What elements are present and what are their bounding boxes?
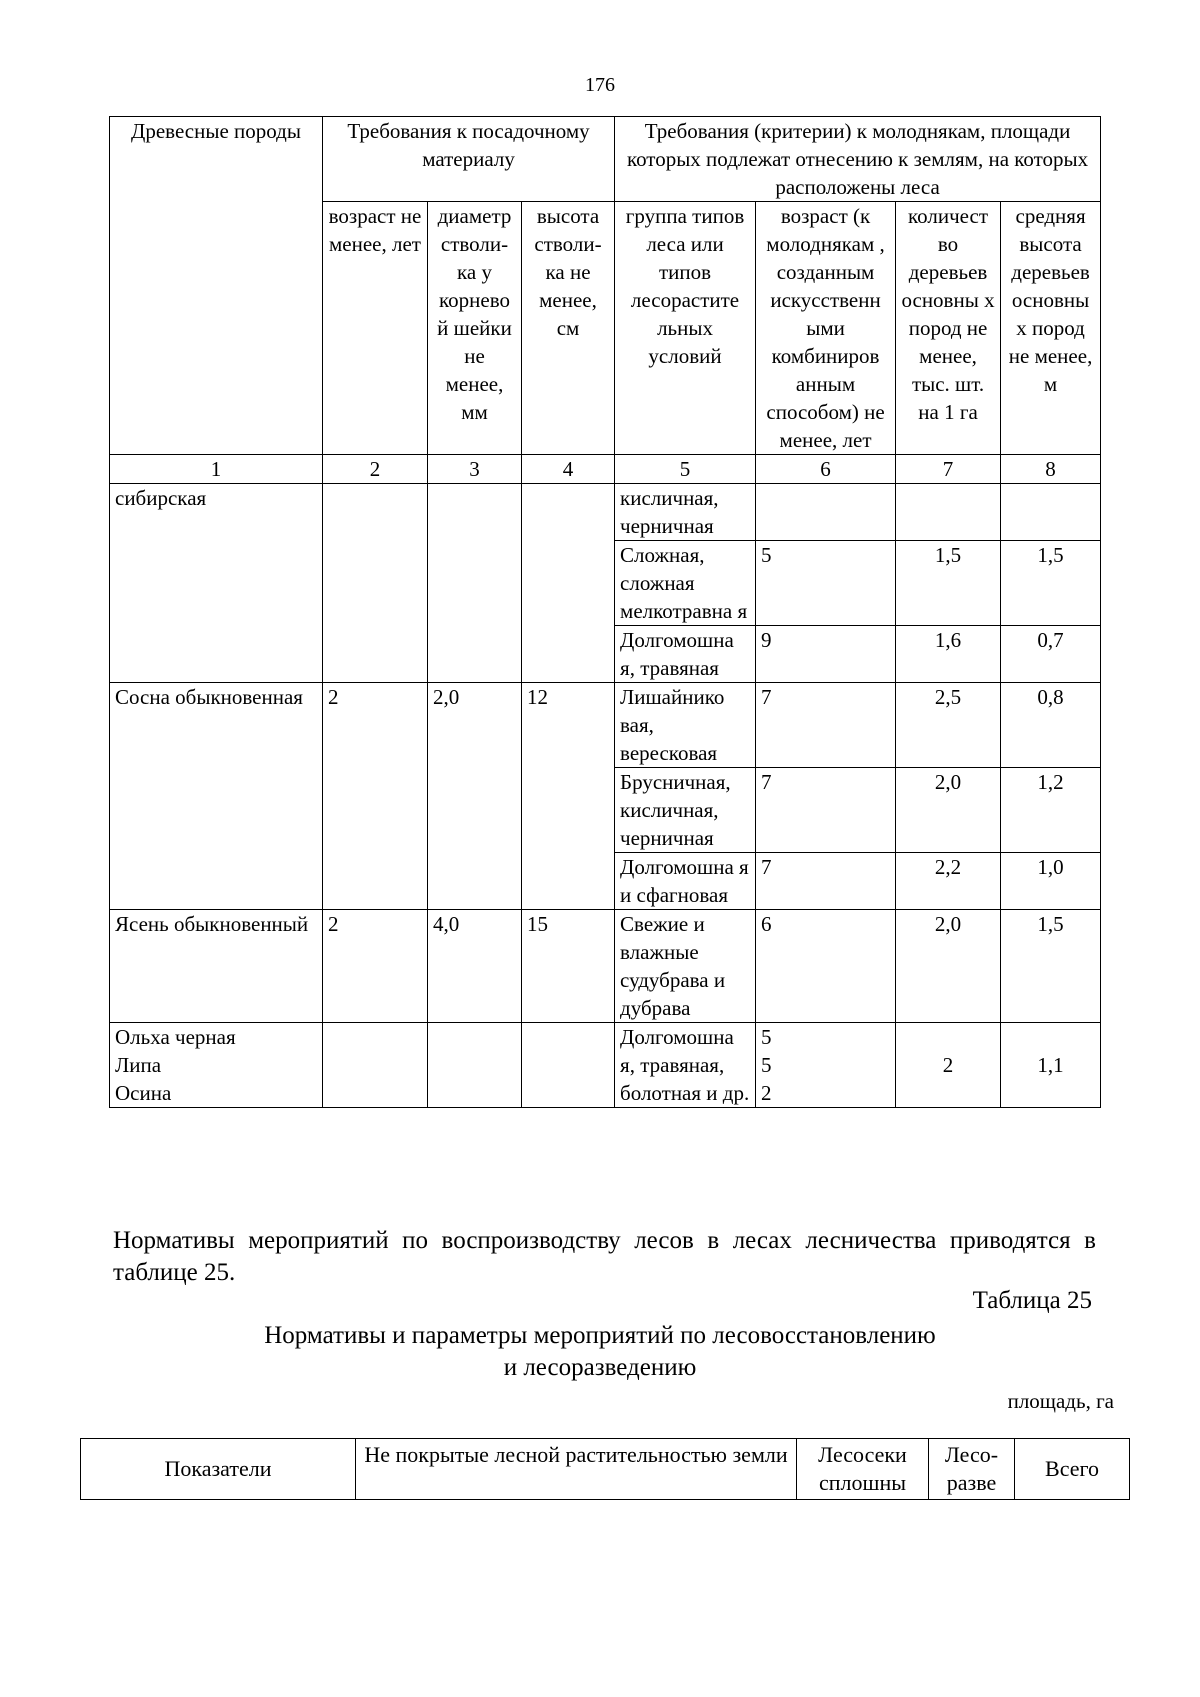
young-age-cell: 5 (756, 541, 896, 626)
table-25-title-line-2: и лесоразведению (503, 1354, 697, 1381)
avg-height-cell: 0,7 (1001, 626, 1101, 683)
table-row (110, 484, 1101, 541)
avg-height-cell: 0,8 (1001, 683, 1101, 768)
header-tree-count: количест во деревьев основны х пород не менее, тыс. шт. на 1 га (896, 202, 1001, 455)
young-age-value: 2 (761, 1081, 772, 1105)
diameter-cell: 4,0 (428, 910, 522, 1023)
forest-type-cell: Брусничная, кисличная, черничная (615, 768, 756, 853)
young-age-cell: 7 (756, 853, 896, 910)
tree-count-cell: 1,6 (896, 626, 1001, 683)
height-cell: 15 (522, 910, 615, 1023)
table-25-label: Таблица 25 (972, 1287, 1092, 1314)
height-cell (522, 1023, 615, 1108)
header-avg-height: средняя высота деревьев основны х пород не менее, м (1001, 202, 1101, 455)
header-indicators: Показатели (81, 1439, 356, 1500)
forest-type-cell: кисличная, черничная (615, 484, 756, 541)
header-diameter: диаметр стволи-ка у корнево й шейки не менее, мм (428, 202, 522, 455)
young-age-cell (756, 484, 896, 541)
header-height: высота стволи-ка не менее, см (522, 202, 615, 455)
column-number: 8 (1001, 455, 1101, 484)
tree-count-cell: 1,5 (896, 541, 1001, 626)
age-cell: 2 (323, 910, 428, 1023)
table-row (110, 683, 1101, 768)
column-number: 2 (323, 455, 428, 484)
header-planting-material: Требования к посадочному материалу (323, 117, 615, 202)
avg-height-cell (1001, 484, 1101, 541)
table-25-title-line-1: Нормативы и параметры мероприятий по лесовосстановлению (264, 1322, 936, 1349)
table-25 (80, 1438, 1130, 1500)
column-number-row (110, 455, 1101, 484)
species-cell: Сосна обыкновенная (110, 683, 323, 910)
young-age-value: 5 (761, 1025, 772, 1049)
tree-count-cell: 2,2 (896, 853, 1001, 910)
forest-type-cell: Долгомошна я, травяная (615, 626, 756, 683)
column-number: 5 (615, 455, 756, 484)
header-row-1 (110, 117, 1101, 202)
page-number: 176 (585, 74, 615, 96)
young-age-cell: 9 (756, 626, 896, 683)
header-age: возраст не менее, лет (323, 202, 428, 455)
species-cell: сибирская (110, 484, 323, 683)
species-aspen: Осина (115, 1081, 172, 1105)
column-number: 1 (110, 455, 323, 484)
tree-count-cell: 2,5 (896, 683, 1001, 768)
column-number: 4 (522, 455, 615, 484)
forest-type-cell: Свежие и влажные судубрава и дубрава (615, 910, 756, 1023)
table-row (110, 1023, 1101, 1108)
header-species: Древесные породы (110, 117, 323, 455)
header-not-covered-lands: Не покрытые лесной растительностью земли (356, 1439, 797, 1500)
table-24 (109, 116, 1101, 1108)
species-cell (110, 1023, 323, 1108)
avg-height-cell: 1,5 (1001, 910, 1101, 1023)
diameter-cell: 2,0 (428, 683, 522, 910)
tree-count-cell (896, 484, 1001, 541)
tree-count-cell: 2,0 (896, 768, 1001, 853)
young-age-cell: 7 (756, 683, 896, 768)
young-age-cell: 7 (756, 768, 896, 853)
tree-count-cell: 2,0 (896, 910, 1001, 1023)
age-cell (323, 1023, 428, 1108)
header-young-age: возраст (к молоднякам , созданным искусственн ыми комбиниров анным способом) не менее, лет (756, 202, 896, 455)
diameter-cell (428, 484, 522, 683)
tree-count-cell: 2 (896, 1023, 1001, 1108)
species-alder: Ольха черная (115, 1025, 236, 1049)
species-linden: Липа (115, 1053, 162, 1077)
young-age-cell (756, 1023, 896, 1108)
body-paragraph: Нормативы мероприятий по воспроизводству лесов в лесах лесничества приводятся в таблице 25. (113, 1227, 1096, 1286)
forest-type-cell: Лишайнико вая, вересковая (615, 683, 756, 768)
header-young-stands: Требования (критерии) к молоднякам, площади которых подлежат отнесению к землям, на которых расположены леса (615, 117, 1101, 202)
diameter-cell (428, 1023, 522, 1108)
header-afforestation: Лесо-разве (929, 1439, 1015, 1500)
column-number: 3 (428, 455, 522, 484)
height-cell: 12 (522, 683, 615, 910)
header-total: Всего (1015, 1439, 1130, 1500)
age-cell (323, 484, 428, 683)
column-number: 7 (896, 455, 1001, 484)
height-cell (522, 484, 615, 683)
forest-type-cell: Долгомошна я, травяная, болотная и др. (615, 1023, 756, 1108)
unit-label: площадь, га (1007, 1389, 1114, 1413)
young-age-cell: 6 (756, 910, 896, 1023)
header-forest-type: группа типов леса или типов лесорастите льных условий (615, 202, 756, 455)
young-age-value: 5 (761, 1053, 772, 1077)
avg-height-cell: 1,5 (1001, 541, 1101, 626)
table-25-title (0, 1320, 1200, 1384)
column-number: 6 (756, 455, 896, 484)
forest-type-cell: Сложная, сложная мелкотравна я (615, 541, 756, 626)
table-row (110, 910, 1101, 1023)
avg-height-cell: 1,1 (1001, 1023, 1101, 1108)
avg-height-cell: 1,0 (1001, 853, 1101, 910)
avg-height-cell: 1,2 (1001, 768, 1101, 853)
age-cell: 2 (323, 683, 428, 910)
table-25-header-row (81, 1439, 1130, 1500)
header-clearcuts: Лесосеки сплошны (797, 1439, 929, 1500)
species-cell: Ясень обыкновенный (110, 910, 323, 1023)
forest-type-cell: Долгомошна я и сфагновая (615, 853, 756, 910)
